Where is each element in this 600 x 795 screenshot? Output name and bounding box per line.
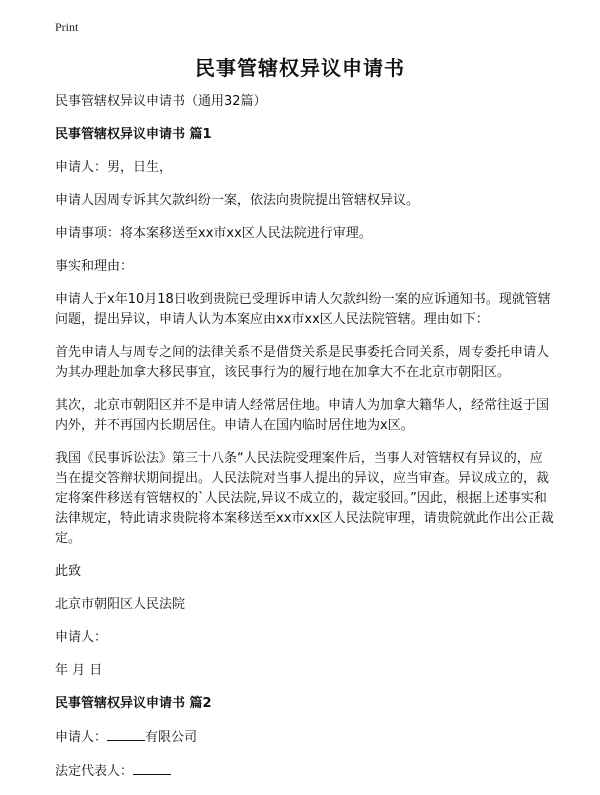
- paragraph: 申请事项：将本案移送至xx市xx区人民法院进行审理。: [55, 226, 372, 241]
- blank-line: [107, 727, 145, 741]
- blank-line: [133, 761, 171, 775]
- paragraph: 北京市朝阳区人民法院: [55, 597, 186, 612]
- page-title: 民事管辖权异议申请书: [195, 56, 405, 80]
- paragraph: 事实和理由：: [55, 259, 134, 274]
- print-link[interactable]: Print: [55, 20, 79, 34]
- applicant-line: [55, 727, 555, 748]
- section-heading-2: 民事管辖权异议申请书 篇2: [55, 696, 212, 711]
- paragraph: 其次，北京市朝阳区并不是申请人经常居住地。申请人为加拿大籍华人，经常往返于国内外，并不再国内长期居住。申请人在国内临时居住地为x区。: [55, 398, 550, 433]
- paragraph: 申请人：男，日生，: [55, 160, 173, 175]
- paragraph: 我国《民事诉讼法》第三十八条“人民法院受理案件后，当事人对管辖权有异议的，应当在提交答辩状期间提出。人民法院对当事人提出的异议，应当审查。异议成立的，裁定将案件移送有管辖权的`人民法院,异议不成立的，裁定驳回。”因此，根据上述事实和法律规定，特此请求贵院将本案移送至xx市xx区人民法院审理，请贵院就此作出公正裁定。: [55, 451, 554, 546]
- paragraph: 申请人因周专诉其欠款纠纷一案，依法向贵院提出管辖权异议。: [55, 193, 420, 208]
- paragraph: 首先申请人与周专之间的法律关系不是借贷关系是民事委托合同关系，周专委托申请人为其办理赴加拿大移民事宜，该民事行为的履行地在加拿大不在北京市朝阳区。: [55, 345, 550, 380]
- legal-rep-line: [55, 761, 555, 782]
- applicant-label: 申请人：: [55, 730, 108, 745]
- company-suffix: 有限公司: [145, 730, 198, 745]
- paragraph: 年 月 日: [55, 663, 103, 678]
- legal-rep-label: 法定代表人：: [55, 764, 134, 779]
- paragraph: 申请人：: [55, 630, 108, 645]
- section-heading-1: 民事管辖权异议申请书 篇1: [55, 127, 212, 142]
- document-body: [55, 92, 555, 795]
- paragraph: 申请人于x年10月18日收到贵院已受理诉申请人欠款纠纷一案的应诉通知书。现就管辖问题，提出异议，申请人认为本案应由xx市xx区人民法院管辖。理由如下：: [55, 292, 551, 327]
- doc-subtitle: 民事管辖权异议申请书（通用32篇）: [55, 94, 267, 109]
- paragraph: 此致: [55, 564, 82, 579]
